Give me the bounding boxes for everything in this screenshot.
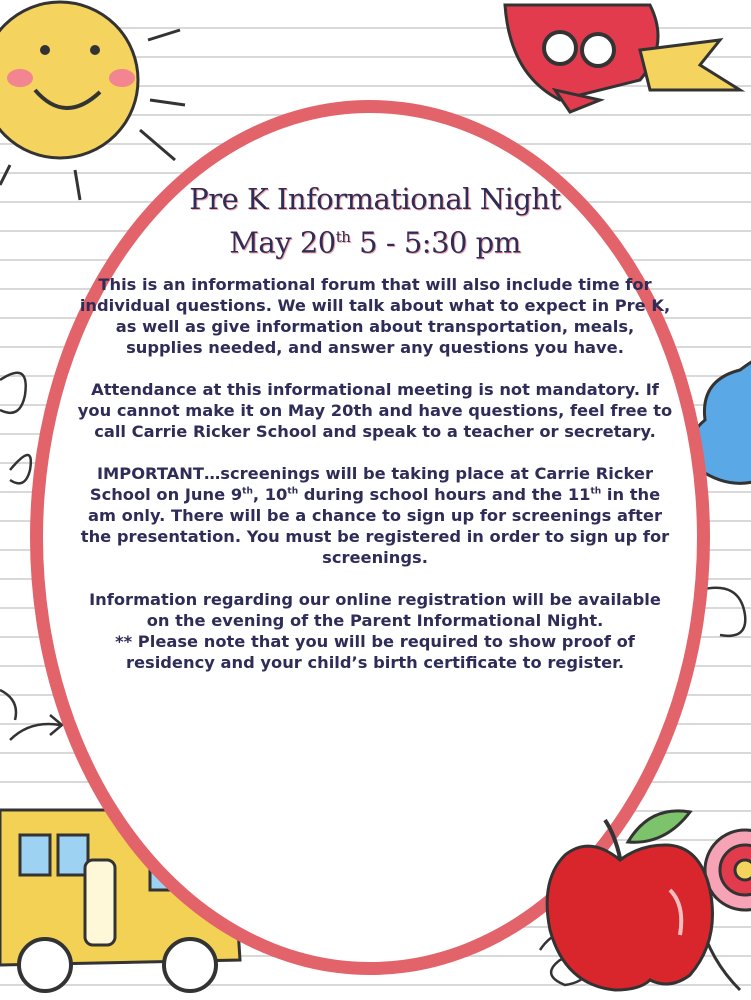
screenings-text-4: in the am only. There will be a chance to sign up for screenings after the presentation. You must be registered in order to sign up for screenings. [80, 484, 670, 567]
ordinal-suffix: th [590, 486, 602, 497]
event-title: Pre K Informational Night [189, 182, 561, 216]
intro-paragraph: This is an informational forum that will also include time for individual questions. We will talk about what to expect in Pre K, as well as give information about transportation, meals, supplies needed, and answer any questions you have. [79, 274, 671, 357]
event-time: 5 - 5:30 pm [350, 225, 521, 260]
apple-icon [547, 811, 712, 990]
event-date: May 20 [229, 225, 336, 260]
event-date-time [75, 218, 675, 262]
screenings-text-1: IMPORTANT…screenings will be taking place at Carrie Ricker School on June 9 [89, 463, 653, 504]
residency-note: ** Please note that you will be required to show proof of residency and your child’s birth certificate to register. [115, 631, 635, 672]
screenings-paragraph [75, 463, 675, 568]
screenings-text-3: during school hours and the 11 [298, 484, 591, 504]
page-title [75, 180, 675, 262]
ordinal-suffix: th [242, 486, 253, 497]
flyer-content [75, 180, 675, 673]
registration-paragraph: Information regarding our online registration will be available on the evening of the Parent Informational Night. [89, 589, 661, 630]
ordinal-suffix: th [287, 486, 299, 497]
attendance-paragraph: Attendance at this informational meeting is not mandatory. If you cannot make it on May 20th and have questions, feel free to call Carrie Ricker School and speak to a teacher or secretary. [77, 379, 673, 441]
event-date-suffix: th [335, 228, 351, 246]
screenings-text-2: , 10 [252, 484, 288, 504]
